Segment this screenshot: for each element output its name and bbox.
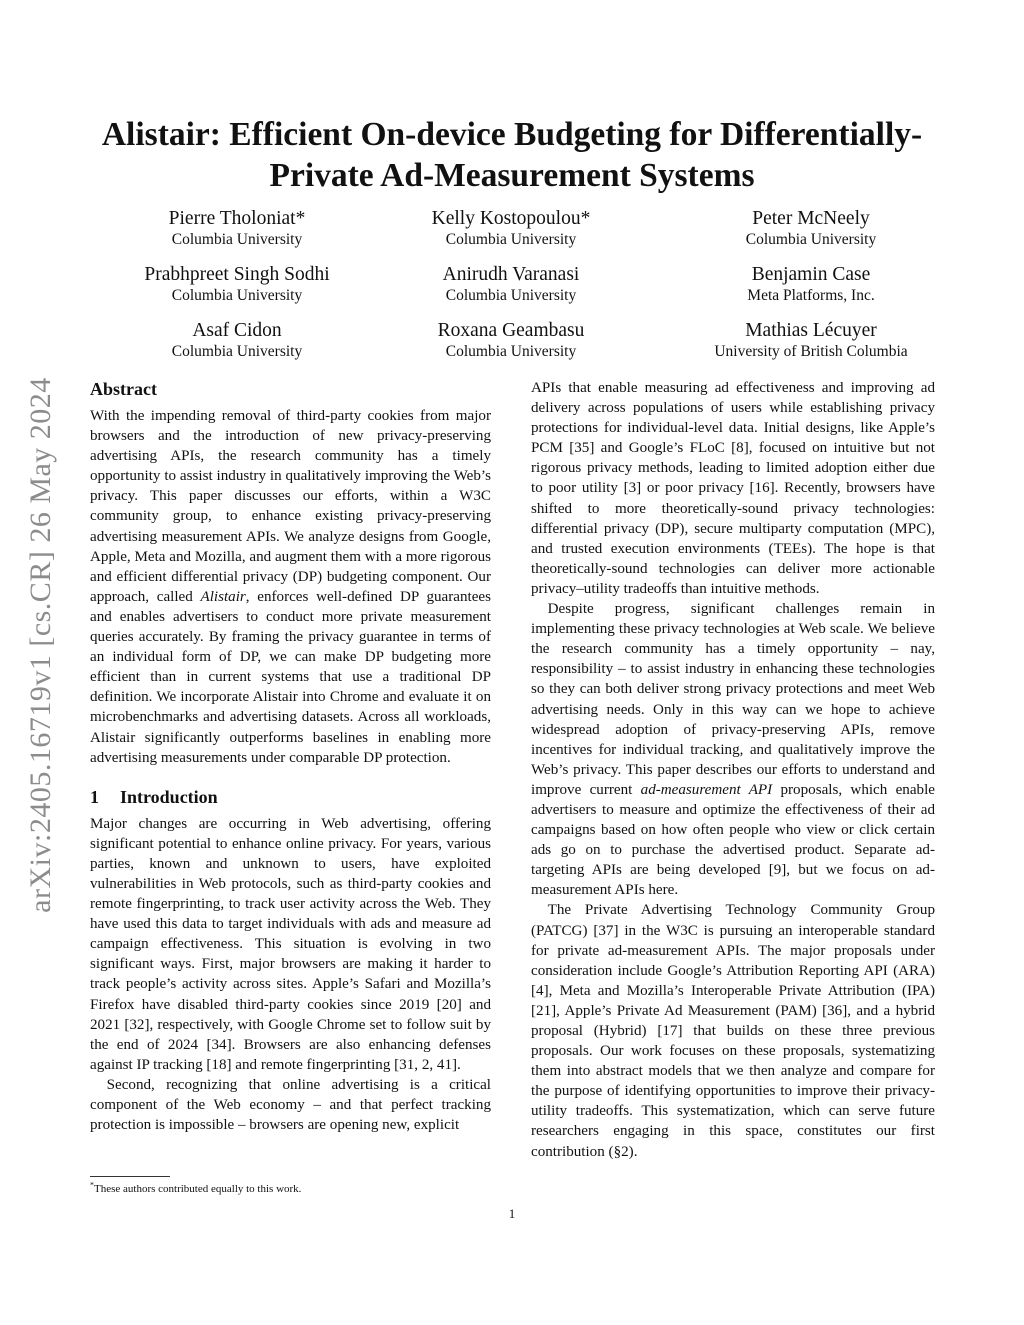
author-affiliation: Columbia University [445,343,577,360]
intro-paragraph-2-continued: APIs that enable measuring ad effectiveness and improving ad delivery across populations of users while establishing privacy protections for individual-level data. Initial designs, like Apple’s PCM [35] and Google’s FLoC [8], focused on intuitive but not rigorous privacy methods, leading to limited adoption either due to poor utility [3] or poor privacy [16]. Recently, browsers have shifted to more theoretically-sound privacy technologies: differential privacy (DP), secure multiparty computation (MPC), and trusted execution environments (TEEs). The hope is that theoretically-sound technologies can deliver more actionable privacy–utility tradeoffs than intuitive methods. [531,380,935,597]
abstract-heading: Abstract [90,379,157,399]
author-affiliation: Columbia University [445,231,577,248]
section-number: 1 [90,786,99,807]
intro-paragraph-2: Second, recognizing that online advertising is a critical component of the Web economy – and that perfect tracking protection is impossible – browsers are opening new, explicit [90,1076,491,1134]
footnote-marker: * [90,1180,94,1190]
author-entry [374,263,648,306]
intro-paragraph-1: Major changes are occurring in Web advertising, offering significant potential to enhance online privacy. For years, various parties, known and unknown to users, have exploited vulnerabilities in Web protocols, such as third-party cookies and remote fingerprinting, to track user activity across the Web. They have used this data to target individuals with ads and measure ad campaign effectiveness. This situation is evolving in two significant ways. First, major browsers are making it harder to track people’s activity across sites. Apple’s Safari and Mozilla’s Firefox have disabled third-party cookies since 2019 [20] and 2021 [32], respectively, with Google Chrome set to follow suit by the end of 2024 [34]. Browsers are also enhancing defenses against IP tracking [18] and remote fingerprinting [31, 2, 41]. [90,815,491,1073]
footnote-text: These authors contributed equally to this work. [94,1183,302,1195]
author-name: Asaf Cidon [192,320,282,341]
author-affiliation: Meta Platforms, Inc. [747,287,875,304]
author-affiliation: Columbia University [171,343,303,360]
author-affiliation: Columbia University [445,287,577,304]
left-column [90,378,491,1135]
author-affiliation: Columbia University [171,287,303,304]
author-name: Roxana Geambasu [437,320,585,341]
author-entry [648,263,974,306]
abstract-text-part: With the impending removal of third-party cookies from major browsers and the introduction of new privacy-preserving advertising APIs, the research community has a timely opportunity to assist industry in qualitatively improving the Web’s privacy. This paper discusses our efforts, within a W3C community group, to enhance existing privacy-preserving advertising measurement APIs. We analyze designs from Google, Apple, Meta and Mozilla, and augment them with a more rigorous and efficient differential privacy (DP) budgeting component. Our approach, called [90,408,491,605]
footnote-text-line [90,1182,491,1196]
term-emphasis: ad-measurement API [640,781,773,798]
abstract-text-part: , enforces well-defined DP guarantees and enables advertisers to conduct more private measurement queries accurately. By framing the privacy guarantee in terms of an individual form of DP, we can make DP budgeting more efficient than in current systems that use a traditional DP definition. We incorporate Alistair into Chrome and evaluate it on microbenchmarks and advertising datasets. Across all workloads, Alistair significantly outperforms baselines in enabling more advertising measurements under comparable DP protection. [90,588,491,766]
footnote [90,1176,491,1196]
intro-paragraph-4: The Private Advertising Technology Community Group (PATCG) [37] in the W3C is pursuing an interoperable standard for private ad-measurement APIs. The major proposals under consideration include Google’s Attribution Reporting API (ARA) [4], Meta and Mozilla’s Interoperable Private Attribution (IPA) [21], Apple’s Private Ad Measurement (PAM) [36], and a hybrid proposal (Hybrid) [17] that builds on these three previous proposals. Our work focuses on these proposals, systematizing them into abstract models that we then analyze and compare for the purpose of identifying opportunities to improve their privacy-utility tradeoffs. This systematization, which can serve future researchers engaging in this space, constitutes our first contribution (§2). [531,902,935,1160]
paragraph-text-part: proposals, which enable advertisers to measure and optimize the effectiveness of their ad campaigns based on how often people who view or click certain ads go on to purchase the advertised product. Separate ad-targeting APIs are being developed [9], but we focus on ad-measurement APIs here. [531,781,935,899]
author-entry [374,207,648,250]
author-entry [100,319,374,362]
page-number: 1 [508,1206,516,1221]
author-affiliation: Columbia University [745,231,877,248]
author-name: Kelly Kostopoulou* [431,208,591,229]
abstract-text [90,406,491,768]
paragraph-text-part: Despite progress, significant challenges remain in implementing these privacy technologies at Web scale. We believe the research community has a timely opportunity – nay, responsibility – to assist industry in enhancing these technologies so they can both deliver strong privacy protections and meet Web advertising needs. Only in this way can we hope to achieve widespread adoption of privacy-preserving APIs, remove incentives for individual tracking, and qualitatively improve the Web’s privacy. This paper describes our efforts to understand and improve current [531,601,935,798]
author-name: Pierre Tholoniat* [168,208,306,229]
author-name: Mathias Lécuyer [745,320,877,341]
author-entry [100,207,374,250]
author-entry [100,263,374,306]
author-name: Anirudh Varanasi [442,264,580,285]
arxiv-identifier-stamp [16,345,66,945]
author-name: Benjamin Case [751,264,871,285]
author-affiliation: Columbia University [171,231,303,248]
author-entry [648,319,974,362]
paper-title: Alistair: Efficient On-device Budgeting for Differentially-Private Ad-Measurement Systems [101,116,923,194]
introduction-heading [90,786,491,808]
author-entry [374,319,648,362]
arxiv-identifier-text: arXiv:2405.16719v1 [cs.CR] 26 May 2024 [24,377,57,913]
system-name-emphasis: Alistair [200,588,246,605]
author-name: Prabhpreet Singh Sodhi [144,264,330,285]
author-entry [648,207,974,250]
footnote-rule [90,1176,170,1177]
section-title: Introduction [120,786,218,807]
author-block [100,207,974,362]
right-column [531,378,935,1162]
author-affiliation: University of British Columbia [714,343,908,360]
author-name: Peter McNeely [752,208,870,229]
intro-paragraph-3 [531,599,935,900]
